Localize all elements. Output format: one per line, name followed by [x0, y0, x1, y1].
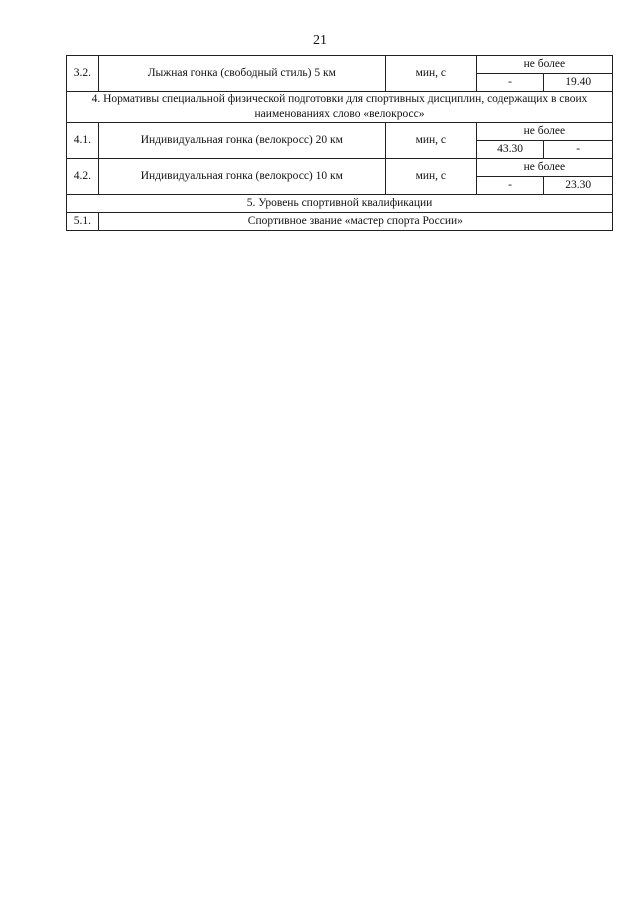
- value-cell-a: 43.30: [476, 141, 544, 159]
- value-cell-a: -: [476, 177, 544, 195]
- discipline-name: Индивидуальная гонка (велокросс) 10 км: [98, 159, 385, 195]
- qualification-title: Спортивное звание «мастер спорта России»: [98, 213, 612, 231]
- table-row: [67, 56, 613, 74]
- section-heading: 4. Нормативы специальной физической подготовки для спортивных дисциплин, содержащих в своих наименованиях слово «велокросс»: [67, 92, 613, 123]
- limit-header: не более: [476, 123, 612, 141]
- value-cell-b: -: [544, 141, 613, 159]
- discipline-name: Индивидуальная гонка (велокросс) 20 км: [98, 123, 385, 159]
- row-number: 3.2.: [67, 56, 99, 92]
- table-row: [67, 159, 613, 177]
- table-row: [67, 123, 613, 141]
- page-number: 21: [313, 33, 327, 48]
- value-cell-b: 23.30: [544, 177, 613, 195]
- section-row: [67, 92, 613, 123]
- value-cell-b: 19.40: [544, 74, 613, 92]
- unit-cell: мин, с: [385, 56, 476, 92]
- discipline-name: Лыжная гонка (свободный стиль) 5 км: [98, 56, 385, 92]
- section-heading: 5. Уровень спортивной квалификации: [67, 195, 613, 213]
- unit-cell: мин, с: [385, 159, 476, 195]
- row-number: 4.2.: [67, 159, 99, 195]
- section-row: [67, 195, 613, 213]
- row-number: 5.1.: [67, 213, 99, 231]
- limit-header: не более: [476, 159, 612, 177]
- value-cell-a: -: [476, 74, 544, 92]
- limit-header: не более: [476, 56, 612, 74]
- row-number: 4.1.: [67, 123, 99, 159]
- table-row: [67, 213, 613, 231]
- unit-cell: мин, с: [385, 123, 476, 159]
- norms-table: [66, 55, 613, 231]
